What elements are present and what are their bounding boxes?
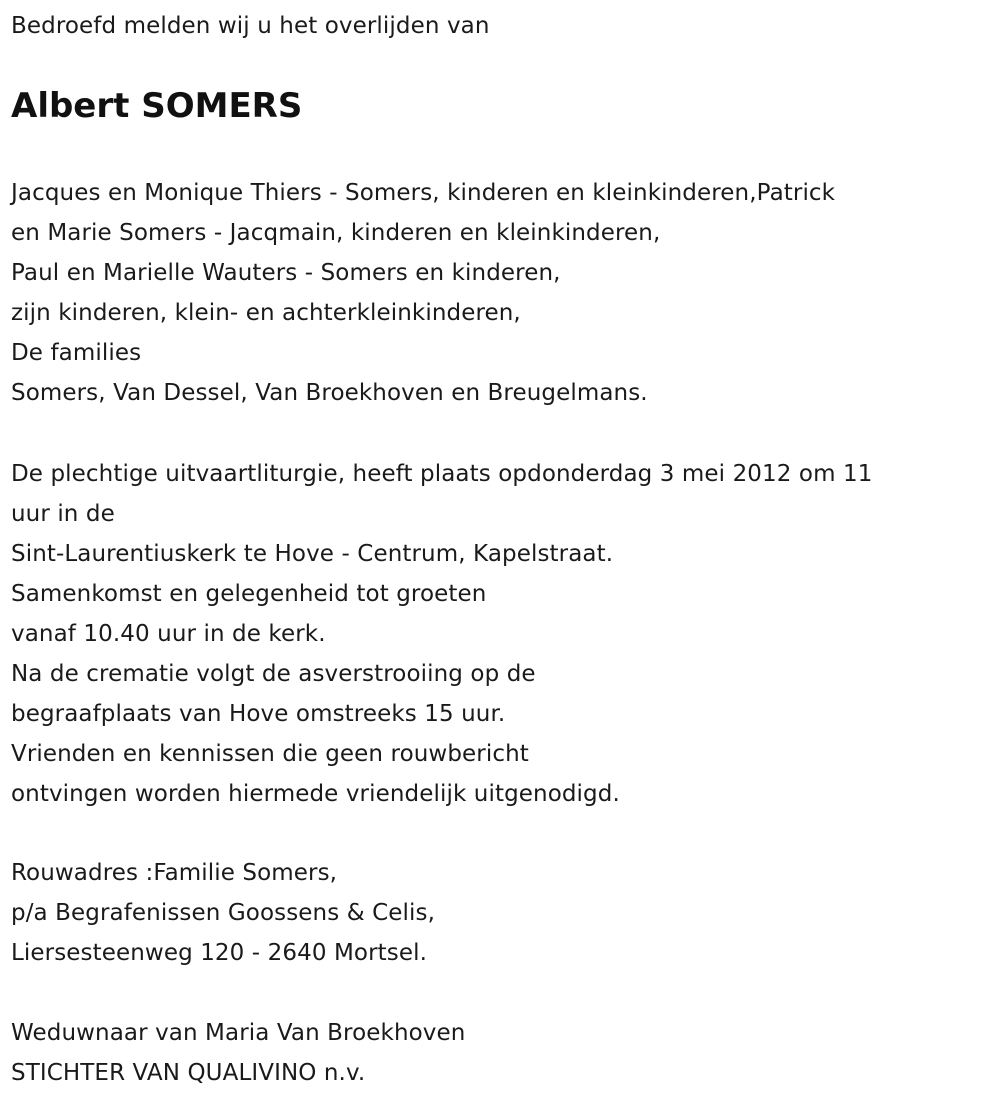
family-block: [11, 173, 835, 413]
deceased-name: Albert SOMERS: [11, 86, 303, 126]
closing-line: STICHTER VAN QUALIVINO n.v.: [11, 1060, 366, 1086]
closing-line: Weduwnaar van Maria Van Broekhoven: [11, 1020, 466, 1046]
ceremony-line: Na de crematie volgt de asverstrooiing op de: [11, 661, 536, 687]
family-line: zijn kinderen, klein- en achterkleinkinderen,: [11, 300, 521, 326]
address-block: [11, 853, 435, 973]
ceremony-line: Sint-Laurentiuskerk te Hove - Centrum, Kapelstraat.: [11, 541, 614, 567]
family-line: Jacques en Monique Thiers - Somers, kinderen en kleinkinderen,Patrick: [11, 180, 836, 206]
family-line: De families: [11, 340, 142, 366]
ceremony-line: begraafplaats van Hove omstreeks 15 uur.: [11, 701, 506, 727]
address-line: p/a Begrafenissen Goossens & Celis,: [11, 900, 436, 926]
family-line: Paul en Marielle Wauters - Somers en kinderen,: [11, 260, 561, 286]
closing-block: [11, 1013, 465, 1093]
address-line: Rouwadres :Familie Somers,: [11, 860, 338, 886]
ceremony-line: De plechtige uitvaartliturgie, heeft plaats opdonderdag 3 mei 2012 om 11: [11, 461, 873, 487]
ceremony-line: Samenkomst en gelegenheid tot groeten: [11, 581, 487, 607]
ceremony-line: ontvingen worden hiermede vriendelijk uitgenodigd.: [11, 781, 620, 807]
ceremony-block: [11, 454, 872, 814]
family-line: Somers, Van Dessel, Van Broekhoven en Breugelmans.: [11, 380, 648, 406]
intro-text: Bedroefd melden wij u het overlijden van: [11, 13, 490, 39]
family-line: en Marie Somers - Jacqmain, kinderen en kleinkinderen,: [11, 220, 661, 246]
ceremony-line: Vrienden en kennissen die geen rouwbericht: [11, 741, 529, 767]
ceremony-line: uur in de: [11, 501, 115, 527]
ceremony-line: vanaf 10.40 uur in de kerk.: [11, 621, 326, 647]
address-line: Liersesteenweg 120 - 2640 Mortsel.: [11, 940, 427, 966]
